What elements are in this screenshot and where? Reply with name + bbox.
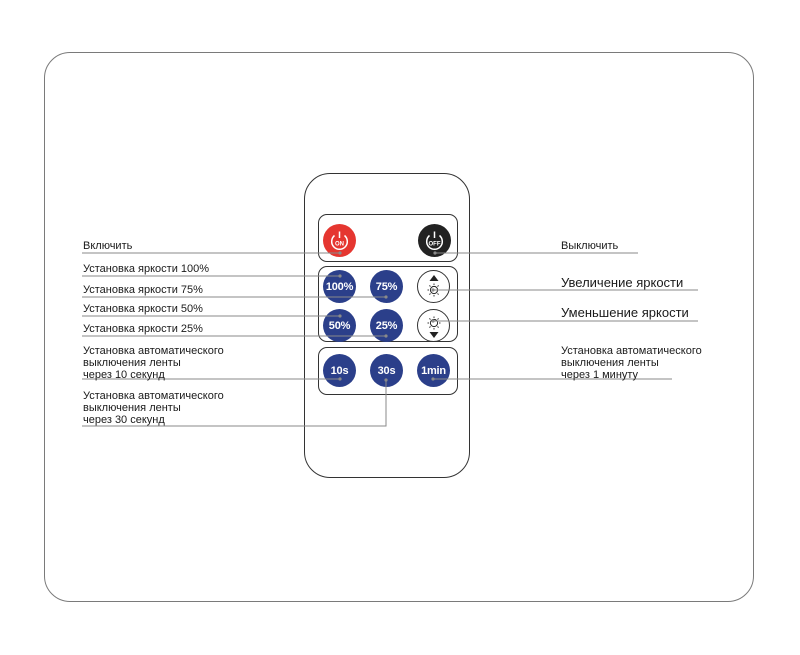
brightness-50-button[interactable] [323,309,356,342]
timer-1min-button[interactable] [417,354,450,387]
brightness-up-icon [419,272,449,302]
brightness-down-icon [419,311,449,341]
label-timer-10s-line: выключения ленты [83,357,181,369]
timer-10s-button[interactable] [323,354,356,387]
brightness-75-button[interactable] [370,270,403,303]
label-timer-30s-line: Установка автоматического [83,390,224,402]
brightness-50-label: 50% [328,319,351,332]
label-timer-30s-line: выключения ленты [83,402,181,414]
label-timer-30s-line: через 30 секунд [83,414,165,426]
brightness-100-button[interactable] [323,270,356,303]
label-brightness-50: Установка яркости 50% [83,303,203,315]
label-brightness-75: Установка яркости 75% [83,284,203,296]
on-button[interactable] [323,224,356,257]
label-timer-1min-line: через 1 минуту [561,369,639,381]
power-icon [422,228,447,253]
brightness-25-label: 25% [375,319,398,332]
label-timer-10s [83,345,224,381]
timer-30s-button[interactable] [370,354,403,387]
label-brightness-25: Установка яркости 25% [83,323,203,335]
power-icon [327,228,352,253]
brightness-25-button[interactable] [370,309,403,342]
label-brightness-100: Установка яркости 100% [83,263,210,275]
brightness-up-button[interactable] [417,270,450,303]
off-button-label: OFF [428,241,441,248]
on-button-label: ON [335,241,344,248]
brightness-75-label: 75% [375,280,398,293]
label-timer-10s-line: Установка автоматического [83,345,224,357]
label-brightness-down: Уменьшение яркости [561,305,689,320]
label-brightness-up: Увеличение яркости [561,275,684,290]
brightness-down-button[interactable] [417,309,450,342]
label-timer-1min-line: Установка автоматического [561,345,702,357]
label-timer-1min-line: выключения ленты [561,357,659,369]
timer-1min-label: 1min [421,364,446,377]
label-on: Включить [83,240,133,252]
label-timer-10s-line: через 10 секунд [83,369,165,381]
timer-10s-label: 10s [330,364,349,377]
label-off: Выключить [561,240,619,252]
label-timer-30s [83,390,224,426]
timer-30s-label: 30s [377,364,396,377]
brightness-100-label: 100% [325,280,354,293]
label-timer-1min [561,345,702,381]
off-button[interactable] [418,224,451,257]
